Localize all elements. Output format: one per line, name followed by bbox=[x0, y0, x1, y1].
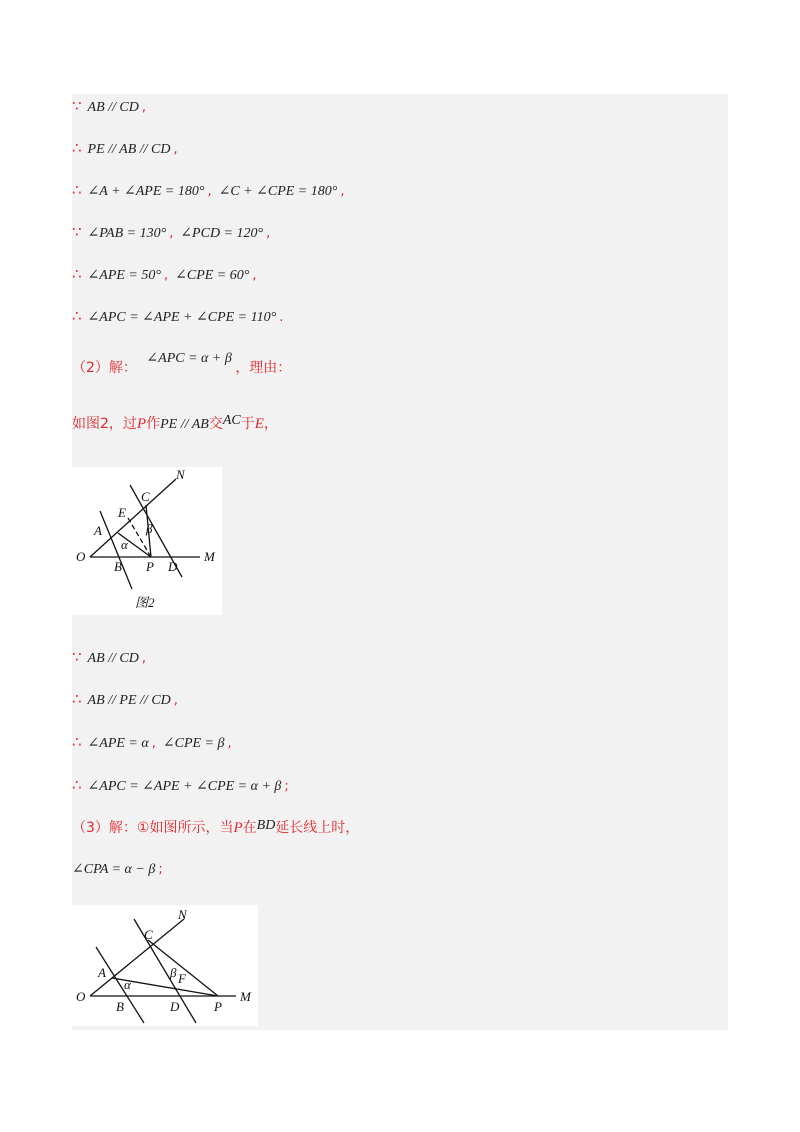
label-c: C bbox=[144, 927, 153, 942]
therefore-symbol: ∴ bbox=[72, 776, 82, 794]
punctuation: , bbox=[252, 268, 257, 283]
math-expr: ∠APE = α bbox=[87, 736, 149, 751]
label-m: M bbox=[204, 549, 215, 564]
math-expr: AB // CD bbox=[87, 651, 139, 666]
therefore-symbol: ∴ bbox=[72, 265, 82, 283]
label-alpha: α bbox=[121, 537, 128, 552]
label-f: F bbox=[178, 971, 186, 986]
math-expr: AB // PE // CD bbox=[87, 693, 171, 708]
proof-line-1 bbox=[72, 94, 146, 118]
math-expr: ∠CPA = α − β bbox=[72, 862, 156, 877]
math-expr: PE // AB bbox=[160, 417, 209, 432]
reason-text: ，理由： bbox=[235, 360, 292, 376]
math-expr: ∠A + ∠APE = 180° bbox=[87, 184, 205, 199]
math-expr: ∠APE = 50° bbox=[87, 268, 161, 283]
punctuation: , bbox=[207, 184, 212, 199]
punctuation: ; bbox=[284, 779, 289, 794]
math-expr: ∠PCD = 120° bbox=[180, 226, 264, 241]
punctuation: , bbox=[340, 184, 345, 199]
figure-2 bbox=[72, 467, 222, 615]
part2-heading bbox=[72, 350, 291, 386]
proof-line-4 bbox=[72, 220, 270, 244]
punctuation: , bbox=[173, 693, 178, 708]
math-expr: PE // AB // CD bbox=[87, 142, 171, 157]
label-n: N bbox=[178, 907, 187, 922]
label-d: D bbox=[168, 559, 178, 574]
punctuation: . bbox=[279, 310, 284, 325]
therefore-symbol: ∴ bbox=[72, 690, 82, 708]
figure-caption: 图2 bbox=[135, 595, 155, 610]
therefore-symbol: ∴ bbox=[72, 139, 82, 157]
intro-text: 于 bbox=[240, 416, 255, 432]
intro-text: 作 bbox=[146, 416, 161, 432]
math-expr: ∠APC = ∠APE + ∠CPE = α + β bbox=[87, 779, 282, 794]
therefore-symbol: ∴ bbox=[72, 181, 82, 199]
segment-cp bbox=[148, 940, 218, 996]
proof-line-2 bbox=[72, 136, 178, 160]
part-label: （3）解：①如图所示，当 bbox=[72, 820, 234, 836]
label-beta: β bbox=[146, 521, 153, 536]
proof2-line-3 bbox=[72, 730, 232, 754]
punctuation: , bbox=[151, 736, 156, 751]
punctuation: , bbox=[169, 226, 174, 241]
figure-3-diagram bbox=[72, 905, 258, 1026]
math-expr: AB // CD bbox=[87, 100, 139, 115]
label-p: P bbox=[146, 559, 154, 574]
label-a: A bbox=[94, 523, 102, 538]
math-expr: ∠APC = α + β bbox=[146, 351, 232, 366]
label-alpha: α bbox=[124, 977, 131, 992]
label-b: B bbox=[116, 999, 124, 1014]
intro-text: 交 bbox=[208, 416, 223, 432]
part-text: 在 bbox=[242, 820, 257, 836]
punctuation: , bbox=[173, 142, 178, 157]
label-m: M bbox=[240, 989, 251, 1004]
punctuation: , bbox=[163, 268, 169, 283]
therefore-symbol: ∴ bbox=[72, 733, 82, 751]
therefore-symbol: ∴ bbox=[72, 307, 82, 325]
point-p: P bbox=[233, 820, 243, 836]
proof2-line-4 bbox=[72, 773, 289, 797]
because-symbol: ∵ bbox=[72, 648, 82, 666]
solution-sheet bbox=[72, 94, 728, 1030]
math-expr: ∠CPE = β bbox=[162, 736, 225, 751]
figure-2-diagram bbox=[72, 467, 222, 615]
label-b: B bbox=[114, 559, 122, 574]
intro-text: 如图2，过 bbox=[72, 416, 137, 432]
label-o: O bbox=[76, 989, 86, 1004]
math-expr: ∠C + ∠CPE = 180° bbox=[218, 184, 338, 199]
label-e: E bbox=[118, 505, 126, 520]
figure-3 bbox=[72, 905, 258, 1026]
punctuation: ; bbox=[158, 862, 163, 877]
label-o: O bbox=[76, 549, 86, 564]
math-expr: BD bbox=[256, 818, 276, 833]
math-expr: ∠APC = ∠APE + ∠CPE = 110° bbox=[87, 310, 277, 325]
label-beta: β bbox=[170, 965, 177, 980]
proof-line-3 bbox=[72, 178, 344, 202]
proof2-line-2 bbox=[72, 687, 178, 711]
part-text: 延长线上时， bbox=[275, 820, 360, 836]
proof2-line-1 bbox=[72, 645, 146, 669]
figure2-intro bbox=[72, 412, 278, 436]
label-d: D bbox=[170, 999, 180, 1014]
part3-heading bbox=[72, 816, 359, 840]
punctuation: , bbox=[141, 100, 147, 115]
label-c: C bbox=[141, 489, 150, 504]
intro-text: ， bbox=[263, 416, 278, 432]
because-symbol: ∵ bbox=[72, 223, 82, 241]
punctuation: , bbox=[227, 736, 232, 751]
point-e: E bbox=[254, 416, 264, 432]
part3-result bbox=[72, 858, 163, 882]
math-expr: ∠CPE = 60° bbox=[175, 268, 250, 283]
punctuation: , bbox=[141, 651, 147, 666]
math-expr: ∠PAB = 130° bbox=[87, 226, 167, 241]
proof-line-6 bbox=[72, 304, 283, 328]
punctuation: , bbox=[266, 226, 271, 241]
point-p: P bbox=[136, 416, 147, 432]
part-label: （2）解： bbox=[72, 360, 137, 376]
label-a: A bbox=[98, 965, 106, 980]
because-symbol: ∵ bbox=[72, 97, 82, 115]
proof-line-5 bbox=[72, 262, 256, 286]
math-expr: AC bbox=[222, 413, 241, 428]
label-p: P bbox=[214, 999, 222, 1014]
label-n: N bbox=[176, 467, 185, 482]
